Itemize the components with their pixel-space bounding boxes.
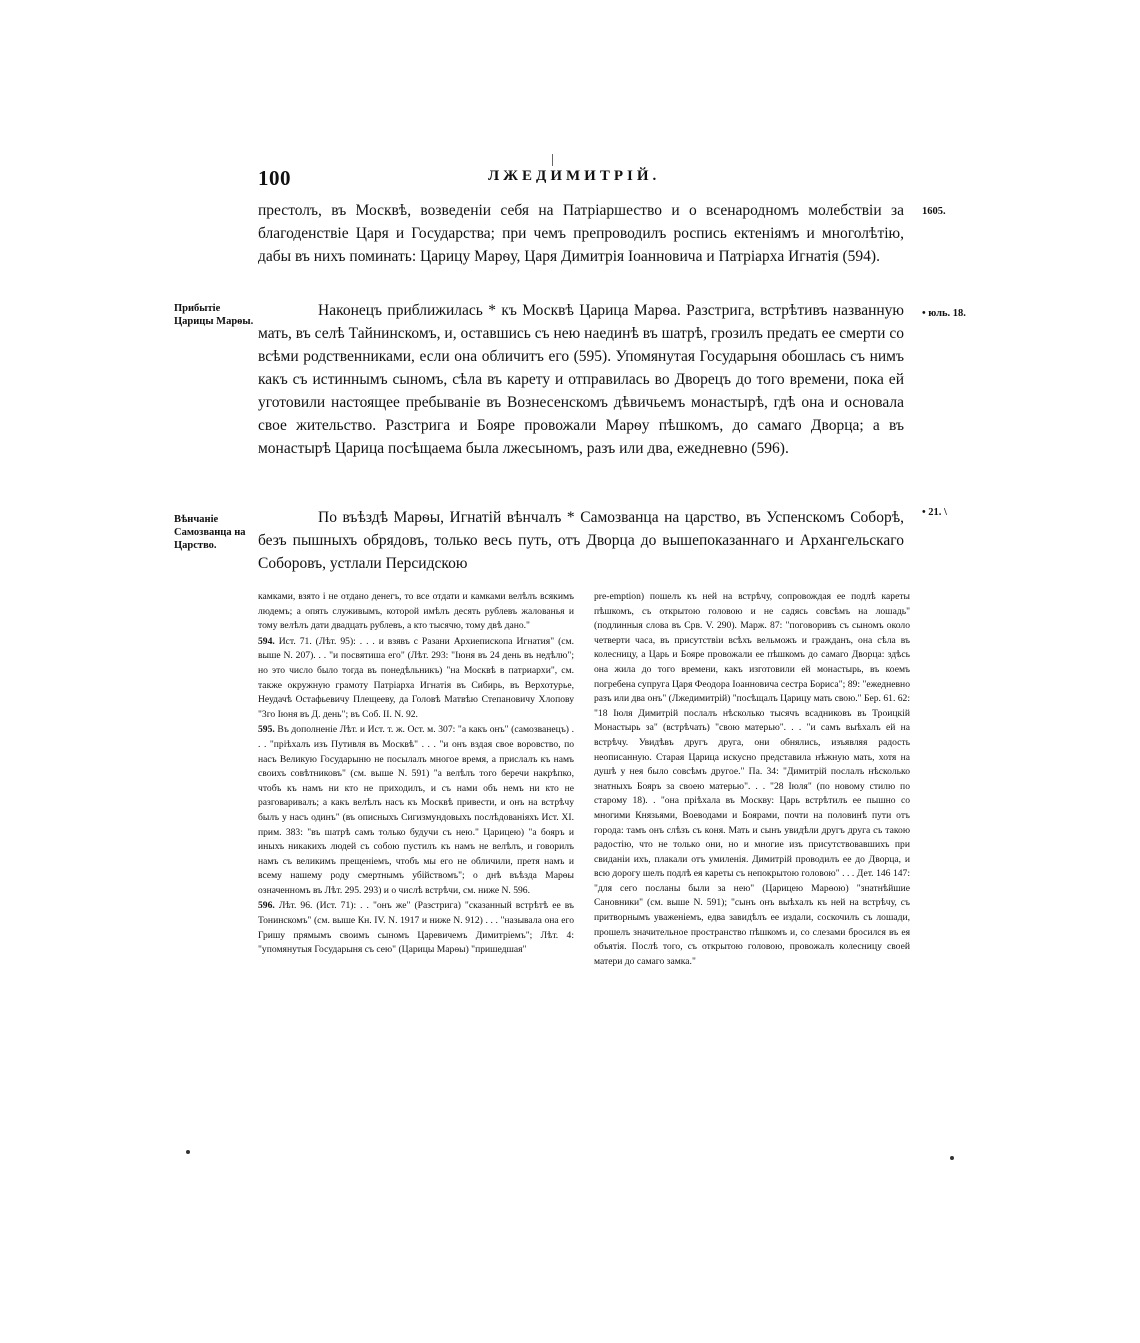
page-number: 100 <box>258 166 291 190</box>
margin-note-coronation: Вѣнчаніе Самозванца на Царство. <box>174 514 246 551</box>
footnote-number: 596. <box>258 900 275 912</box>
scan-speck <box>950 1156 954 1160</box>
footnote-594-text: Ист. 71. (Лѣт. 95): . . . и взявъ с Разани Архиепископа Игнатия" (см. выше N. 207). . . "и посвятиша его" (Лѣт. 293: "Іюня въ 24 день въ недѣлю"; но это число было тогда въ понедѣльникъ) "на Москвѣ в патриархи", см. также окружную грамоту Патріарха Игнатія въ Сибирь, въ Верхотурье, Неудачѣ Остафьевичу Плещееву, да Головѣ Матвѣю Степановичу Хлопову "3го Іюня въ Д. день"; въ Соб. II. N. 92. <box>258 635 574 720</box>
footnote-596-continued: pre-emption) пошелъ къ ней на встрѣчу, сопровождая ее подлѣ кареты пѣшкомъ, съ открытою головою и не садясь совсѣмъ на лошадь" (подлинныя слова въ Срв. V. 290). Марж. 87: "поговоривъ съ сыномъ около четверти часа, въ присутствіи всѣхъ вельможъ и гражданъ, она сѣла въ колесницу, а Царь и Бояре провожали ее пѣшкомъ до самаго Дворца: здѣсь она жила до того времени, какъ изготовили ей монастырь, въ коемъ погребена супруга Царя Феодора Іоанновича сестра Бориса"; 89: "ежедневно разъ или два онъ" (Лжедимитрій) "посѣщалъ Царицу мать свою." Бер. 61. 62: "18 Іюля Димитрій послалъ нѣсколько тысячъ всадниковъ въ Троицкій Монастырь за" (встрѣчать) "свою матерью". . . "и самъ выѣхалъ ей на встрѣчу. Увидѣвъ другъ друга, они обнялись, изъявляя радость неописанную. Старая Царица искусно представила нѣжную мать, хотя на душѣ у нея было совсѣмъ другое." Па. 34: "Димитрій послалъ нѣсколько знатныхъ Бояръ за своею матерью". . . "28 Іюля" (по новому стилю по старому 18). . "она пріѣхала въ Москву: Царь встрѣтилъ ее пышно со многими Князьями, Воеводами и Боярами, почти на половинѣ пути отъ города: тамъ онъ слѣзъ съ коня. Мать и сынъ увидѣли другъ друга съ такою радостію, что не только они, но и многие изъ присутствовавшихъ при свиданіи ихъ, плакали отъ умиленія. Димитрій проводилъ ее до Дворца, и всю дорогу шелъ подлѣ ея кареты съ непокрытою головою" . . . Дет. 146 147: "для сего посланы были за нею" (Царицею Марѳою) "знатнѣйшие Сановники" (см. выше N. 591); "сынъ онъ выѣхалъ къ ней на встрѣчу, съ притворнымъ уваженіемъ, едва завидѣлъ ее издали, соскочилъ съ лошади, прошелъ значительное пространство пѣшкомъ и, со слезами бросился въ ея объятія. Послѣ того, съ открытою головою, провожалъ колесницу своей матери до самаго замка." <box>594 591 910 967</box>
footnote-number: 595. <box>258 724 275 736</box>
footnotes-left-column <box>258 590 574 1180</box>
footnote-595-text: Въ дополненіе Лѣт. и Ист. т. ж. Ост. м. 307: "а какъ онъ" (самозванецъ) . . . "пріѣхалъ изъ Путивля въ Москвѣ" . . . "и онъ вздая свое воровство, по насъ Великую Государыню не посылалъ многое время, а прислалъ къ намъ своихъ совѣтниковъ" (см. выше N. 591) "а велѣлъ того беречи накрѣпко, чтобъ къ намъ ни кто не приходилъ, и съ нами объ немъ ни кто не разговаривалъ; а какъ велѣлъ насъ къ Москвѣ привести, и онъ на встрѣчу былъ у насъ одинъ" (въ описныхъ Сигизмундовыхъ послѣдованіяхъ Ист. XI. прим. 383: "въ шатрѣ самъ только будучи съ нею." Царицею) "а бояръ и иныхъ никакихъ людей съ собою пустилъ къ намъ не велѣлъ, и говорилъ намъ съ великимъ прещеніемъ, чтобъ мы его не обличили, претя намъ и всему нашему роду смертнымъ убійствомъ"; о днѣ въѣзда Марѳы означенномъ въ Лѣт. 295. 293) и о числѣ встрѣчи, см. ниже N. 596. <box>258 724 574 896</box>
footnote-594 <box>258 635 574 723</box>
footnote-596 <box>258 899 574 957</box>
footnote-continuation: камками, взято і не отдано денегъ, то все отдати и камками велѣлъ всякимъ людемъ; а опять служивымъ, которой имѣлъ десять рублевъ жалованья и тому велѣлъ дати двадцать рублевъ, а кто тысячю, тому двѣ дано." <box>258 591 574 632</box>
margin-note-arrival: Прибытіе Царицы Марѳы. <box>174 303 254 327</box>
footnotes-right-column <box>594 590 910 1180</box>
paragraph-2-text: Наконецъ приближилась * къ Москвѣ Царица Марѳа. Разстрига, встрѣтивъ названную мать, въ селѣ Тайнинскомъ, и, оставшись съ нею наединѣ въ шатрѣ, грозилъ предать ее смерти со всѣми родственниками, если она обличитъ его (595). Упомянутая Государыня обошлась съ нимъ какъ съ истиннымъ сыномъ, сѣла въ карету и отправилась во Дворецъ до того времени, пока ей уготовили настоящее пребываніе въ Вознесенскомъ дѣвичьемъ монастырѣ, гдѣ она и основала свое жительство. Разстрига и Бояре провожали Марѳу пѣшкомъ, до самаго Дворца; а въ монастырѣ Царица посѣщаема была лжесыномъ, разъ или два, ежедневно (596). <box>258 302 904 457</box>
scan-speck <box>186 1150 190 1154</box>
margin-year: 1605. <box>922 206 946 217</box>
paragraph-1: престолъ, въ Москвѣ, возведеніи себя на Патріаршество и о всенародномъ молебствіи за благоденствіе Царя и Государства; при чемъ препроводилъ роспись ектеніямъ и многолѣтію, дабы въ нихъ поминать: Царицу Марѳу, Царя Димитрія Іоанновича и Патріарха Игнатія (594). <box>258 202 904 265</box>
footnote-596-text: Лѣт. 96. (Ист. 71): . . "онъ же" (Разстрига) "сказанный встрѣтѣ ее въ Тонинскомъ" (см. выше Кн. IV. N. 1917 и ниже N. 912) . . . "называла она его Гришу прямымъ своимъ сыномъ Царевичемъ Димитріемъ"; Лѣт. 4: "упомянутыя Государыня съ сею" (Царицы Марѳы) "пришедшая" <box>258 900 574 956</box>
paragraph-2 <box>258 299 904 460</box>
footnotes <box>258 590 910 1180</box>
page-header <box>258 166 908 196</box>
footnote-595 <box>258 723 574 898</box>
running-title: ЛЖЕДИМИТРІЙ. <box>488 168 661 184</box>
scan-mark <box>552 154 553 166</box>
paragraph-3 <box>258 506 904 575</box>
margin-date-coronation: • 21. \ <box>922 507 947 518</box>
paragraph-3-text: По въѣздѣ Марѳы, Игнатій вѣнчалъ * Самозванца на царство, въ Успенскомъ Соборѣ, безъ пышныхъ обрядовъ, только весь путь, отъ Дворца до вышепоказаннаго и Архангельскаго Соборовъ, устлали Персидскою <box>258 509 904 572</box>
margin-date-arrival: • юль. 18. <box>922 308 966 319</box>
footnote-number: 594. <box>258 635 275 647</box>
